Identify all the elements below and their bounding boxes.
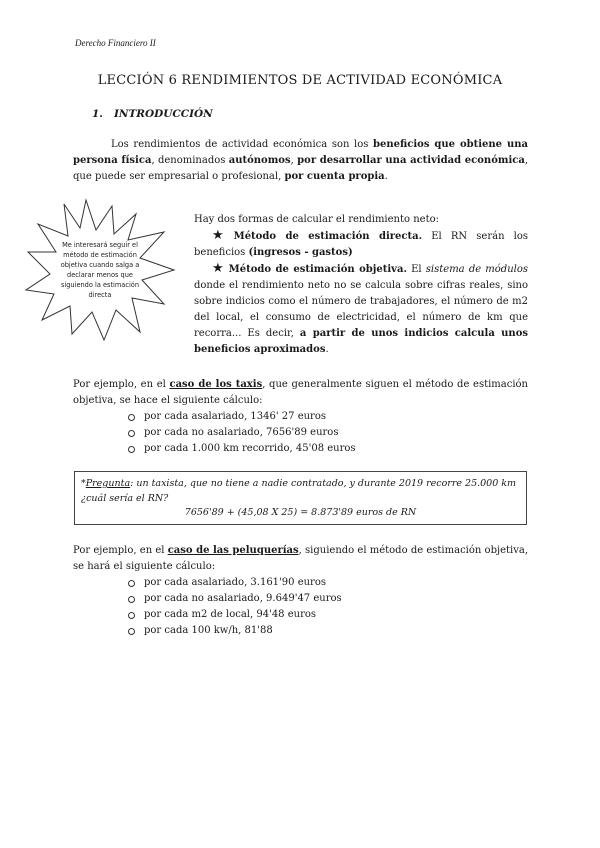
star-icon: ★ (212, 261, 225, 276)
peluquerias-example (73, 543, 528, 639)
section-number: 1. (92, 108, 103, 120)
star-icon: ★ (212, 228, 230, 243)
question-star: * (81, 478, 86, 489)
method-title: Método de estimación objetiva. (228, 264, 407, 275)
taxis-paragraph (73, 377, 528, 409)
method-objective (194, 261, 528, 358)
methods-block (194, 212, 528, 358)
intro-bold: beneficios que obtiene una persona física (73, 139, 528, 166)
method-direct (194, 228, 528, 261)
pelu-paragraph (73, 543, 528, 575)
list-item: por cada 100 kw/h, 81'88 (0, 623, 528, 639)
methods-intro: Hay dos formas de calcular el rendimiento neto: (194, 214, 439, 225)
pelu-case: caso de las peluquerías (167, 545, 299, 556)
list-item: por cada no asalariado, 9.649'47 euros (0, 591, 528, 607)
section-heading (92, 108, 213, 120)
taxis-case: caso de los taxis (169, 379, 263, 390)
method-title: Método de estimación directa. (233, 231, 423, 242)
taxis-list (0, 409, 528, 457)
question-label: Pregunta (85, 478, 131, 489)
intro-text: . (384, 171, 388, 182)
pelu-text: Por ejemplo, en el (73, 545, 168, 556)
method-text: El (406, 264, 426, 275)
page-title: LECCIÓN 6 RENDIMIENTOS DE ACTIVIDAD ECONÓMICA (97, 73, 503, 88)
taxis-text: , que generalmente siguen el método de estimación objetiva, se hace el siguiente cálculo: (73, 379, 528, 406)
question-box (74, 471, 527, 525)
method-text: El RN serán los beneficios (194, 231, 529, 258)
intro-text: , (290, 155, 298, 166)
method-text: donde el rendimiento neto no se calcula sobre cifras reales, sino sobre indicios como el número de trabajadores, el número de m2 del local, el consumo de electricidad, el número de km que recorra... Es decir, (194, 280, 528, 339)
intro-text: , que puede ser empresarial o profesional, (73, 155, 529, 182)
list-item: por cada m2 de local, 94'48 euros (0, 607, 528, 623)
method-text: . (325, 344, 329, 355)
list-item: por cada no asalariado, 7656'89 euros (0, 425, 528, 441)
pelu-list (0, 575, 528, 639)
question-text (81, 476, 521, 506)
question-body: : un taxista, que no tiene a nadie contratado, y durante 2019 recorre 25.000 km ¿cuál sería el RN? (81, 478, 517, 504)
intro-text: , denominados (151, 155, 229, 166)
pelu-text: , siguiendo el método de estimación objetiva, se hará el siguiente cálculo: (73, 545, 529, 572)
list-item: por cada asalariado, 1346' 27 euros (0, 409, 528, 425)
intro-paragraph (73, 137, 528, 185)
section-name: INTRODUCCIÓN (113, 108, 213, 120)
taxis-text: Por ejemplo, en el (73, 379, 170, 390)
list-item: por cada asalariado, 3.161'90 euros (0, 575, 528, 591)
list-item: por cada 1.000 km recorrido, 45'08 euros (0, 441, 528, 457)
starburst-note: Me interesará seguir el método de estimación objetiva cuando salga a declarar menos que siguiendo la estimación directa (60, 241, 140, 299)
method-bold: a partir de unos indicios calcula unos beneficios aproximados (194, 328, 528, 355)
method-bold: (ingresos - gastos) (248, 247, 353, 258)
intro-bold: autónomos (228, 155, 291, 166)
method-italic: sistema de módulos (425, 264, 528, 275)
intro-bold: por cuenta propia (284, 171, 385, 182)
intro-bold: por desarrollar una actividad económica (297, 155, 525, 166)
page-header: Derecho Financiero II (75, 38, 156, 48)
taxis-example (73, 377, 528, 457)
intro-text: Los rendimientos de actividad económica son los (111, 139, 374, 150)
question-formula: 7656'89 + (45,08 X 25) = 8.873'89 euros de RN (184, 507, 417, 518)
